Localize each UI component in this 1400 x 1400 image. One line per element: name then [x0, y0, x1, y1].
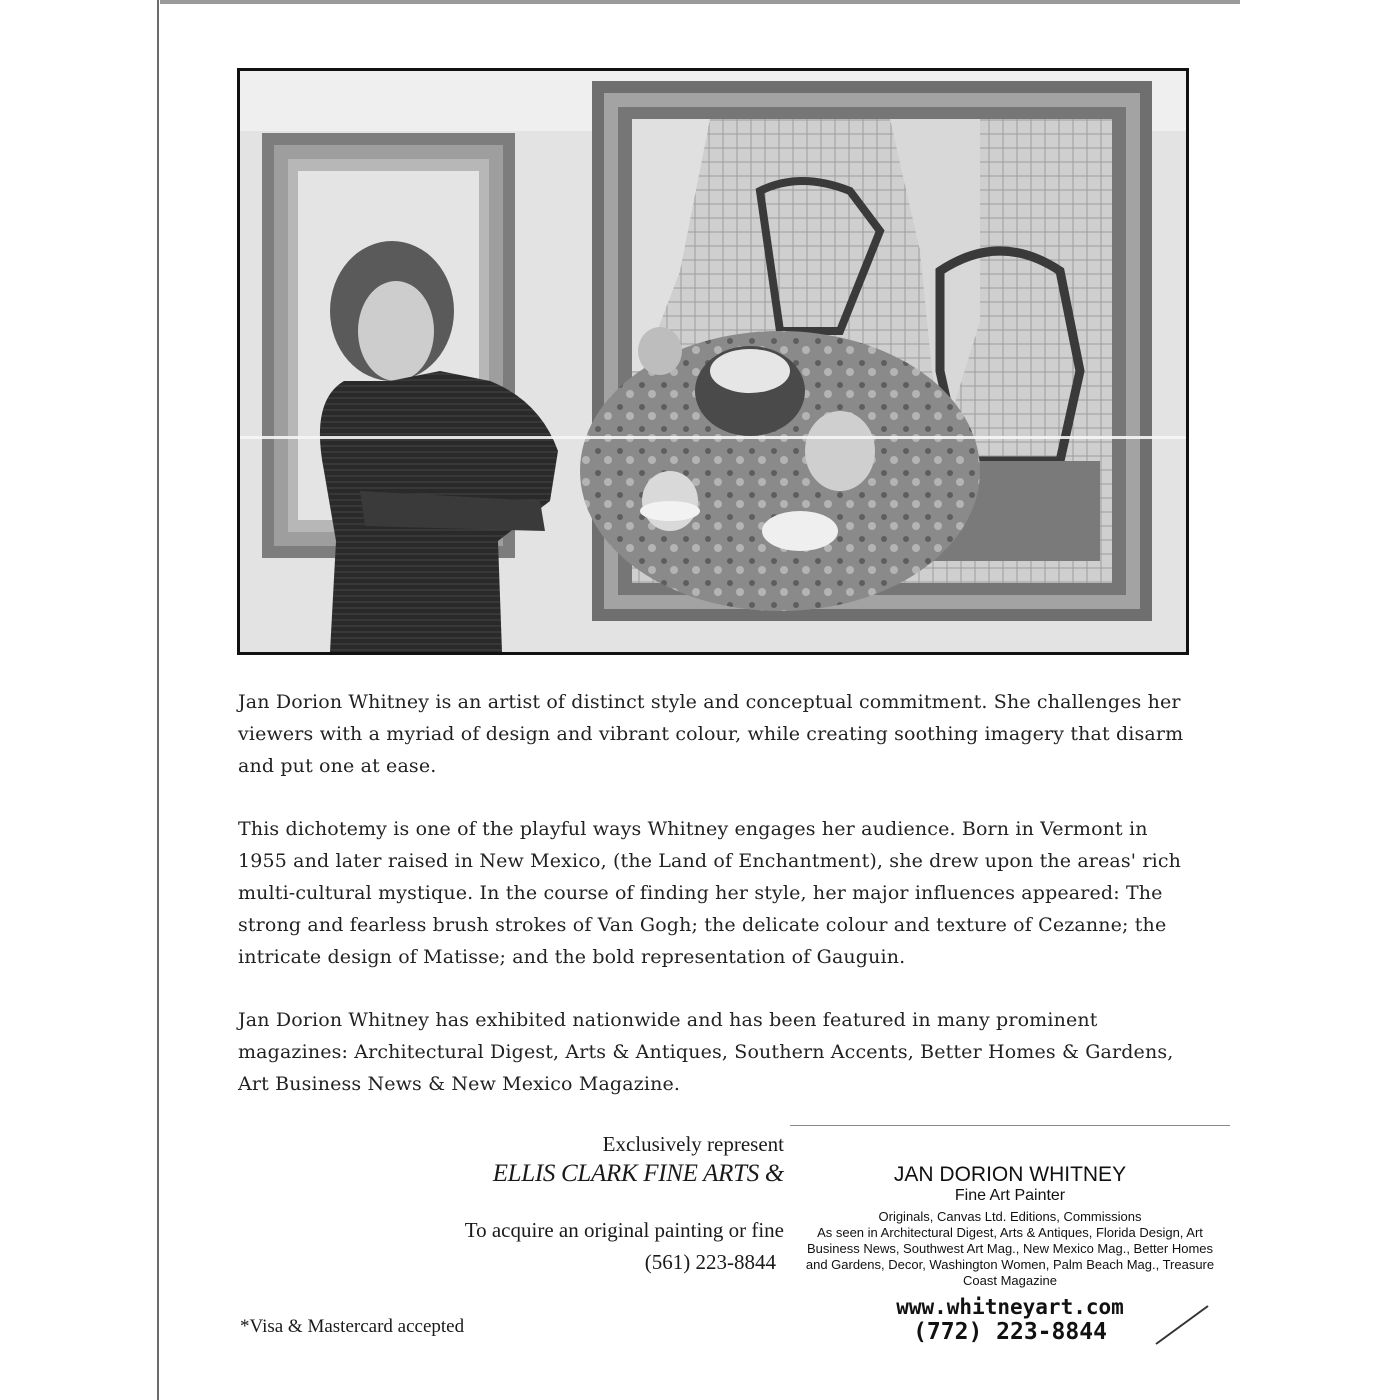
artist-portrait-photo-icon	[240, 71, 1186, 652]
payment-note: *Visa & Mastercard accepted	[240, 1316, 465, 1337]
bio-paragraph-2: This dichotemy is one of the playful ways Whitney engages her audience. Born in Vermont in 1955 and later raised in New Mexico, (the Land of Enchantment), she drew upon the areas' rich multi-cultural mystique. In the course of finding her style, her major influences appeared: The strong and fearless brush strokes of Van Gogh; the delicate colour and texture of Cezanne; the intricate design of Matisse; and the bold representation of Gauguin.	[238, 818, 1182, 968]
page-top-strip	[160, 0, 1240, 4]
acquire-text: To acquire an original painting or fine	[464, 1218, 784, 1242]
card-services: Originals, Canvas Ltd. Editions, Commissions	[878, 1209, 1142, 1224]
representation-intro: Exclusively represent	[602, 1132, 784, 1156]
card-phone: (772) 223-8844	[913, 1319, 1107, 1345]
page-left-edge	[157, 0, 159, 1400]
bio-paragraph-1: Jan Dorion Whitney is an artist of distinct style and conceptual commitment. She challenges her viewers with a myriad of design and vibrant colour, while creating soothing imagery that disarm and put one at ease.	[238, 691, 1184, 777]
gallery-name: ELLIS CLARK FINE ARTS &	[492, 1160, 784, 1187]
card-website-link[interactable]: www.whitneyart.com	[896, 1295, 1124, 1319]
card-as-seen-in: As seen in Architectural Digest, Arts & Antiques, Florida Design, Art Business News, Southwest Art Mag., New Mexico Mag., Better Homes and Gardens, Decor, Washington Women, Palm Beach Mag., Treasure Coast Magazine	[805, 1225, 1215, 1288]
card-artist-name: JAN DORION WHITNEY	[893, 1163, 1127, 1186]
bio-paragraph-3: Jan Dorion Whitney has exhibited nationwide and has been featured in many prominent magazines: Architectural Digest, Arts & Antiques, Southern Accents, Better Homes & Gardens, Art Business News & New Mexico Magazine.	[238, 1009, 1174, 1095]
gallery-phone: (561) 223-8844	[644, 1250, 776, 1274]
pen-stroke-icon	[1150, 1300, 1210, 1350]
artist-photo	[237, 68, 1189, 655]
card-artist-title: Fine Art Painter	[954, 1187, 1066, 1204]
